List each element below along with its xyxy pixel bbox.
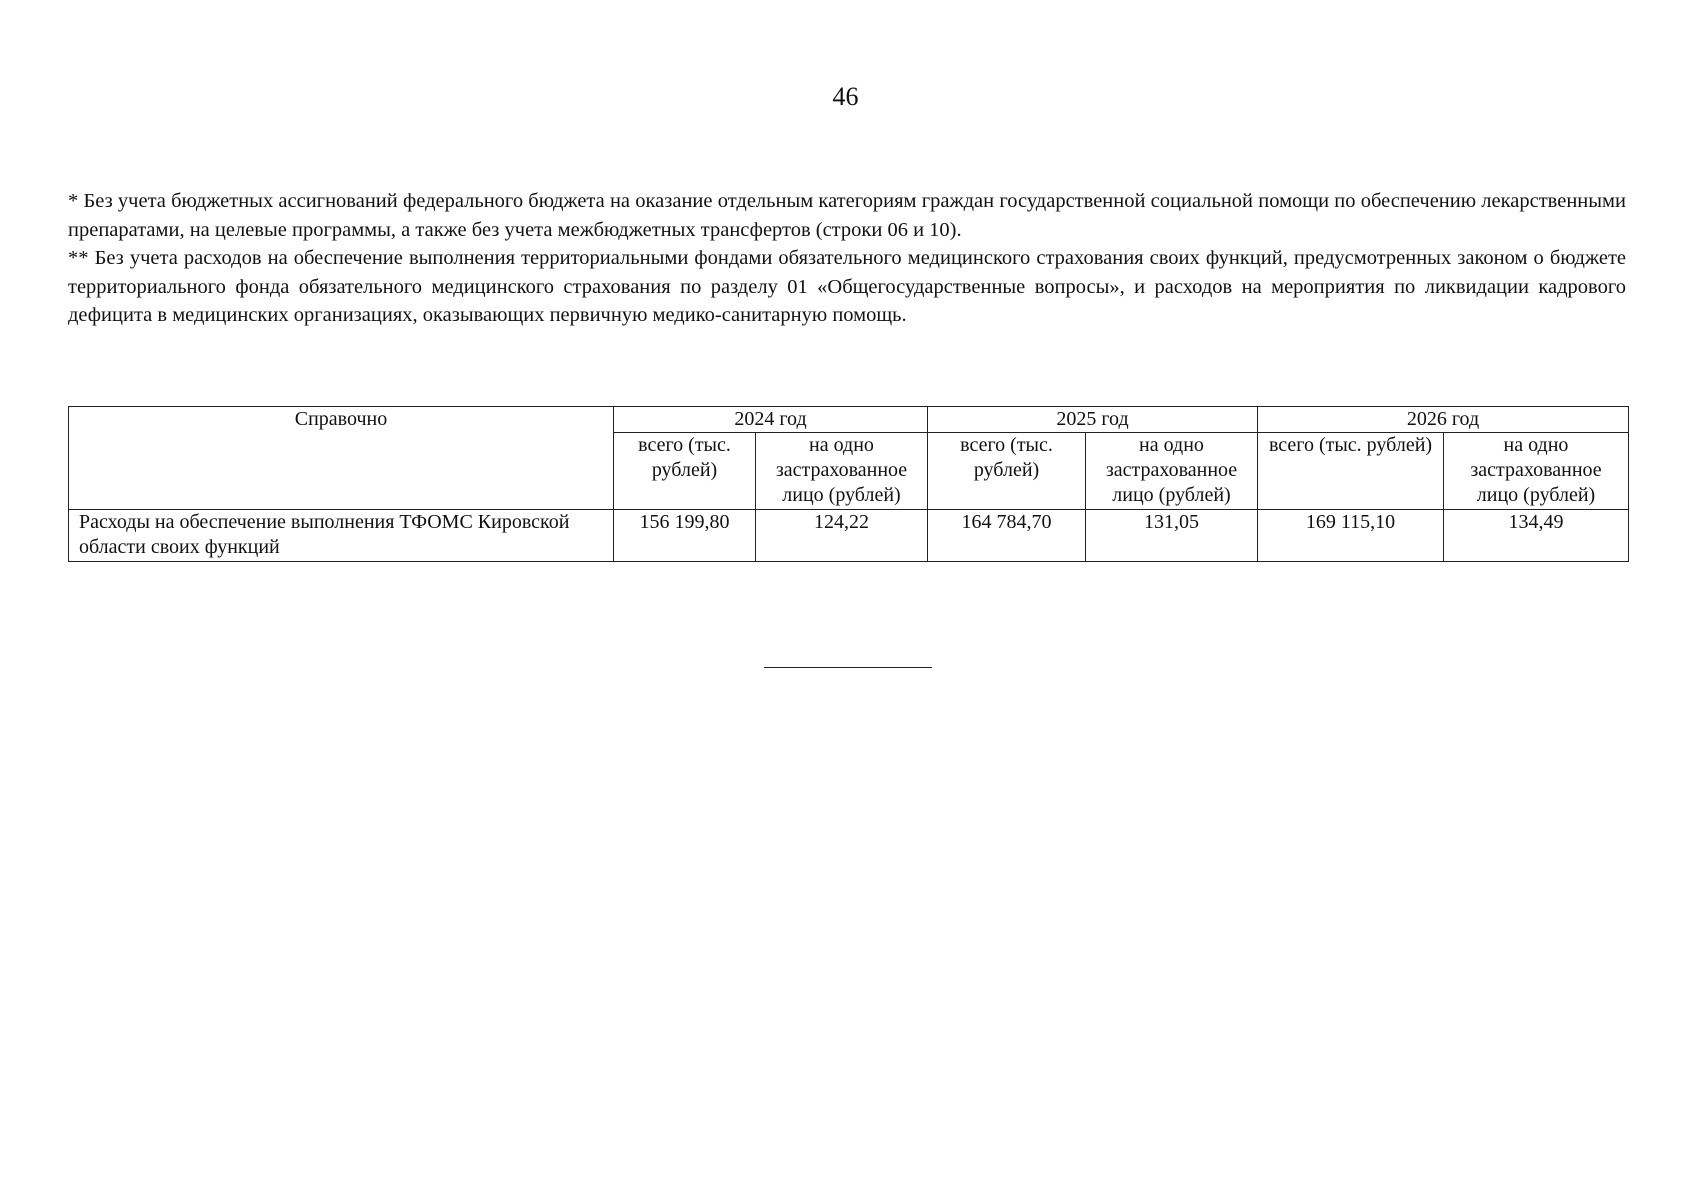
page-number: 46: [832, 82, 859, 111]
row-label: Расходы на обеспечение выполнения ТФОМС Кировской области своих функций: [69, 510, 614, 562]
subheader-per-person-2025: на одно застрахованное лицо (рублей): [1086, 433, 1258, 510]
year-header-2024: 2024 год: [614, 407, 928, 433]
year-header-2026: 2026 год: [1258, 407, 1629, 433]
value-per-person-2026: 134,49: [1444, 510, 1629, 562]
value-total-2026: 169 115,10: [1258, 510, 1444, 562]
end-divider-line: [764, 667, 932, 668]
footnotes: [68, 187, 1626, 330]
value-total-2025: 164 784,70: [928, 510, 1086, 562]
footnote-double-asterisk: ** Без учета расходов на обеспечение выполнения территориальными фондами обязательного медицинского страхования своих функций, предусмотренных законом о бюджете территориального фонда обязательного медицинского страхования по разделу 01 «Общегосударственные вопросы», и расходов на мероприятия по ликвидации кадрового дефицита в медицинских организациях, оказывающих первичную медико-санитарную помощь.: [68, 247, 1626, 326]
table-row: [69, 510, 1629, 562]
header-label-cell: Справочно: [69, 407, 614, 510]
value-total-2024: 156 199,80: [614, 510, 756, 562]
subheader-total-2025: всего (тыс. рублей): [928, 433, 1086, 510]
table-header-row: [69, 407, 1629, 433]
reference-table: [68, 406, 1629, 562]
subheader-per-person-2026: на одно застрахованное лицо (рублей): [1444, 433, 1629, 510]
footnote-single-asterisk: * Без учета бюджетных ассигнований федерального бюджета на оказание отдельным категориям граждан государственной социальной помощи по обеспечению лекарственными препаратами, на целевые программы, а также без учета межбюджетных трансфертов (строки 06 и 10).: [68, 190, 1626, 241]
subheader-total-2026: всего (тыс. рублей): [1258, 433, 1444, 510]
value-per-person-2024: 124,22: [756, 510, 928, 562]
year-header-2025: 2025 год: [928, 407, 1258, 433]
subheader-total-2024: всего (тыс. рублей): [614, 433, 756, 510]
value-per-person-2025: 131,05: [1086, 510, 1258, 562]
subheader-per-person-2024: на одно застрахованное лицо (рублей): [756, 433, 928, 510]
